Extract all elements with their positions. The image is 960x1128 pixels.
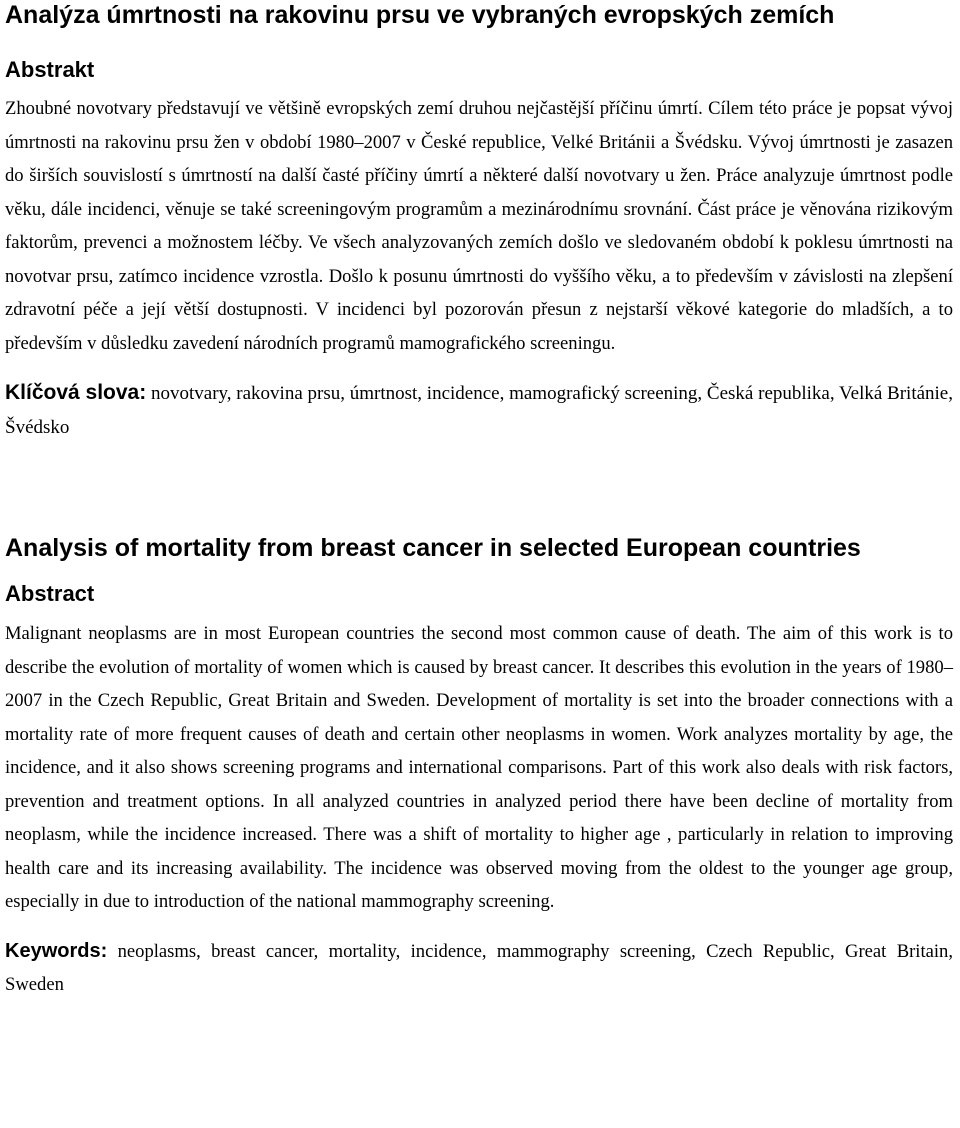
english-title: Analysis of mortality from breast cancer in selected European countries bbox=[5, 534, 861, 562]
english-section bbox=[5, 533, 953, 1002]
document-page bbox=[5, 0, 953, 1002]
czech-keywords bbox=[5, 376, 953, 444]
english-keywords bbox=[5, 935, 953, 1002]
english-abstract-text: Malignant neoplasms are in most European countries the second most common cause of death. The aim of this work is to describe the evolution of mortality of women which is caused by breast cancer. It describes this evolution in the years of 1980–2007 in the Czech Republic, Great Britain and Sweden. Development of mortality is set into the broader connections with a mortality rate of more frequent causes of death and certain other neoplasms in women. Work analyzes mortality by age, the incidence, and it also shows screening programs and international comparisons. Part of this work also deals with risk factors, prevention and treatment options. In all analyzed countries in analyzed period there have been decline of mortality from neoplasm, while the incidence increased. There was a shift of mortality to higher age , particularly in relation to improving health care and its increasing availability. The incidence was observed moving from the oldest to the younger age group, especially in due to introduction of the national mammography screening. bbox=[5, 623, 953, 912]
czech-title: Analýza úmrtnosti na rakovinu prsu ve vybraných evropských zemích bbox=[5, 1, 835, 29]
czech-keywords-text: novotvary, rakovina prsu, úmrtnost, incidence, mamografický screening, Česká republika, Velká Británie, Švédsko bbox=[5, 383, 953, 438]
english-keywords-text: neoplasms, breast cancer, mortality, incidence, mammography screening, Czech Republic, Great Britain, Sweden bbox=[5, 940, 953, 995]
czech-abstract-heading: Abstrakt bbox=[5, 57, 95, 82]
czech-section bbox=[5, 0, 953, 444]
english-keywords-label: Keywords: bbox=[5, 939, 108, 962]
czech-abstract-text: Zhoubné novotvary představují ve většině evropských zemí druhou nejčastější příčinu úmrtí. Cílem této práce je popsat vývoj úmrtnosti na rakovinu prsu žen v období 1980–2007 v České republice, Velké Británii a Švédsku. Vývoj úmrtnosti je zasazen do širších souvislostí s úmrtností na další časté příčiny úmrtí a některé další novotvary u žen. Práce analyzuje úmrtnost podle věku, dále incidenci, věnuje se také screeningovým programům a mezinárodnímu srovnání. Část práce je věnována rizikovým faktorům, prevenci a možnostem léčby. Ve všech analyzovaných zemích došlo ve sledovaném období k poklesu úmrtnosti na novotvar prsu, zatímco incidence vzrostla. Došlo k posunu úmrtnosti do vyššího věku, a to především v závislosti na zlepšení zdravotní péče a její větší dostupnosti. V incidenci byl pozorován přesun z nejstarší věkové kategorie do mladších, a to především v důsledku zavedení národních programů mamografického screeningu. bbox=[5, 98, 953, 354]
czech-keywords-label: Klíčová slova: bbox=[5, 381, 147, 404]
english-abstract-heading: Abstract bbox=[5, 581, 95, 606]
